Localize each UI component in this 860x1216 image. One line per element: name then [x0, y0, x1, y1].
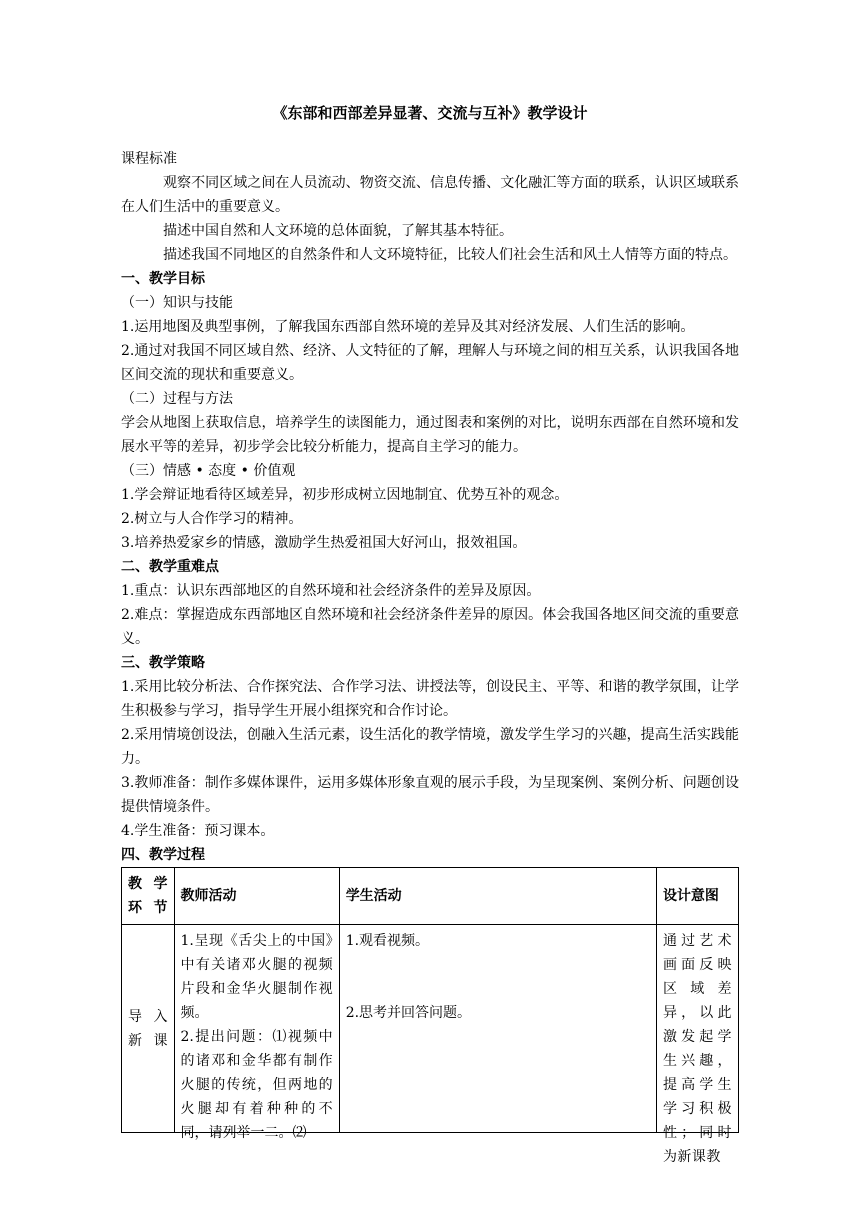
- strategy-heading: 三、教学策略: [121, 655, 205, 671]
- strategy-item: 2.采用情境创设法，创融入生活元素，设生活化的教学情境，激发学生学习的兴趣，提高生活实践能力。: [121, 727, 739, 767]
- teaching-process-table: [121, 867, 739, 1165]
- emotion-label: （三）情感 • 态度 • 价值观: [121, 463, 296, 479]
- document-title: 《东部和西部差异显著、交流与互补》教学设计: [272, 104, 588, 122]
- keypoint-item: 2.难点：掌握造成东西部地区自然环境和社会经济条件差异的原因。体会我国各地区间交流的重要意义。: [121, 607, 739, 647]
- student-activity-2: 2.思考并回答问题。: [345, 1005, 472, 1021]
- stage-cell: 导入新课: [122, 925, 175, 1133]
- strategy-item: 4.学生准备：预习课本。: [121, 823, 275, 839]
- strategy-item: 1.采用比较分析法、合作探究法、合作学习法、讲授法等，创设民主、平等、和谐的教学氛围，让学生积极参与学习，指导学生开展小组探究和合作讨论。: [121, 679, 739, 719]
- teacher-activity-2: 2.提出问题：⑴视频中的诸邓和金华都有制作火腿的传统，但两地的火腿却有着种种的不同，请列举一二。⑵: [180, 1029, 333, 1141]
- table-header-row: [122, 868, 739, 925]
- knowledge-item: 1.运用地图及典型事例，了解我国东西部自然环境的差异及其对经济发展、人们生活的影响。: [121, 319, 695, 335]
- curriculum-paragraph: 描述中国自然和人文环境的总体面貌，了解其基本特征。: [163, 223, 513, 239]
- intent-cell: [656, 925, 738, 1165]
- curriculum-heading: 课程标准: [121, 151, 177, 167]
- header-intent: 设计意图: [656, 868, 738, 925]
- goals-heading: 一、教学目标: [121, 271, 205, 287]
- process-text: 学会从地图上获取信息，培养学生的读图能力，通过图表和案例的对比，说明东西部在自然环境和发展水平等的差异，初步学会比较分析能力，提高自主学习的能力。: [121, 415, 739, 455]
- emotion-item: 1.学会辩证地看待区域差异，初步形成树立因地制宜、优势互补的观念。: [121, 487, 569, 503]
- process-table-heading: 四、教学过程: [121, 847, 205, 863]
- student-cell: [339, 925, 656, 1133]
- emotion-item: 3.培养热爱家乡的情感，激励学生热爱祖国大好河山，报效祖国。: [121, 535, 527, 551]
- strategy-item: 3.教师准备：制作多媒体课件，运用多媒体形象直观的展示手段，为呈现案例、案例分析、问题创设提供情境条件。: [121, 775, 739, 815]
- curriculum-paragraph: 观察不同区域之间在人员流动、物资交流、信息传播、文化融汇等方面的联系，认识区域联系在人们生活中的重要意义。: [121, 175, 739, 215]
- header-stage: 教学环节: [122, 868, 175, 925]
- document-content: [121, 101, 739, 1165]
- header-student: 学生活动: [339, 868, 656, 925]
- table-row: [122, 925, 739, 1133]
- process-label: （二）过程与方法: [121, 391, 233, 407]
- design-intent: 通过艺术画面反映区域差异，以此激发起学生兴趣，提高学生学习积极性；同时为新课教: [662, 933, 732, 1165]
- keypoints-heading: 二、教学重难点: [121, 559, 219, 575]
- emotion-item: 2.树立与人合作学习的精神。: [121, 511, 303, 527]
- student-activity-1: 1.观看视频。: [345, 933, 430, 949]
- curriculum-paragraph: 描述我国不同地区的自然条件和人文环境特征，比较人们社会生活和风土人情等方面的特点。: [163, 247, 737, 263]
- teacher-cell: [174, 925, 339, 1141]
- keypoint-item: 1.重点：认识东西部地区的自然环境和社会经济条件的差异及原因。: [121, 583, 541, 599]
- knowledge-item: 2.通过对我国不同区域自然、经济、人文特征的了解，理解人与环境之间的相互关系，认识我国各地区间交流的现状和重要意义。: [121, 343, 739, 383]
- knowledge-label: （一）知识与技能: [121, 295, 233, 311]
- teacher-activity-1: 1.呈现《舌尖上的中国》中有关诸邓火腿的视频片段和金华火腿制作视频。: [180, 933, 333, 1021]
- header-teacher: 教师活动: [174, 868, 339, 925]
